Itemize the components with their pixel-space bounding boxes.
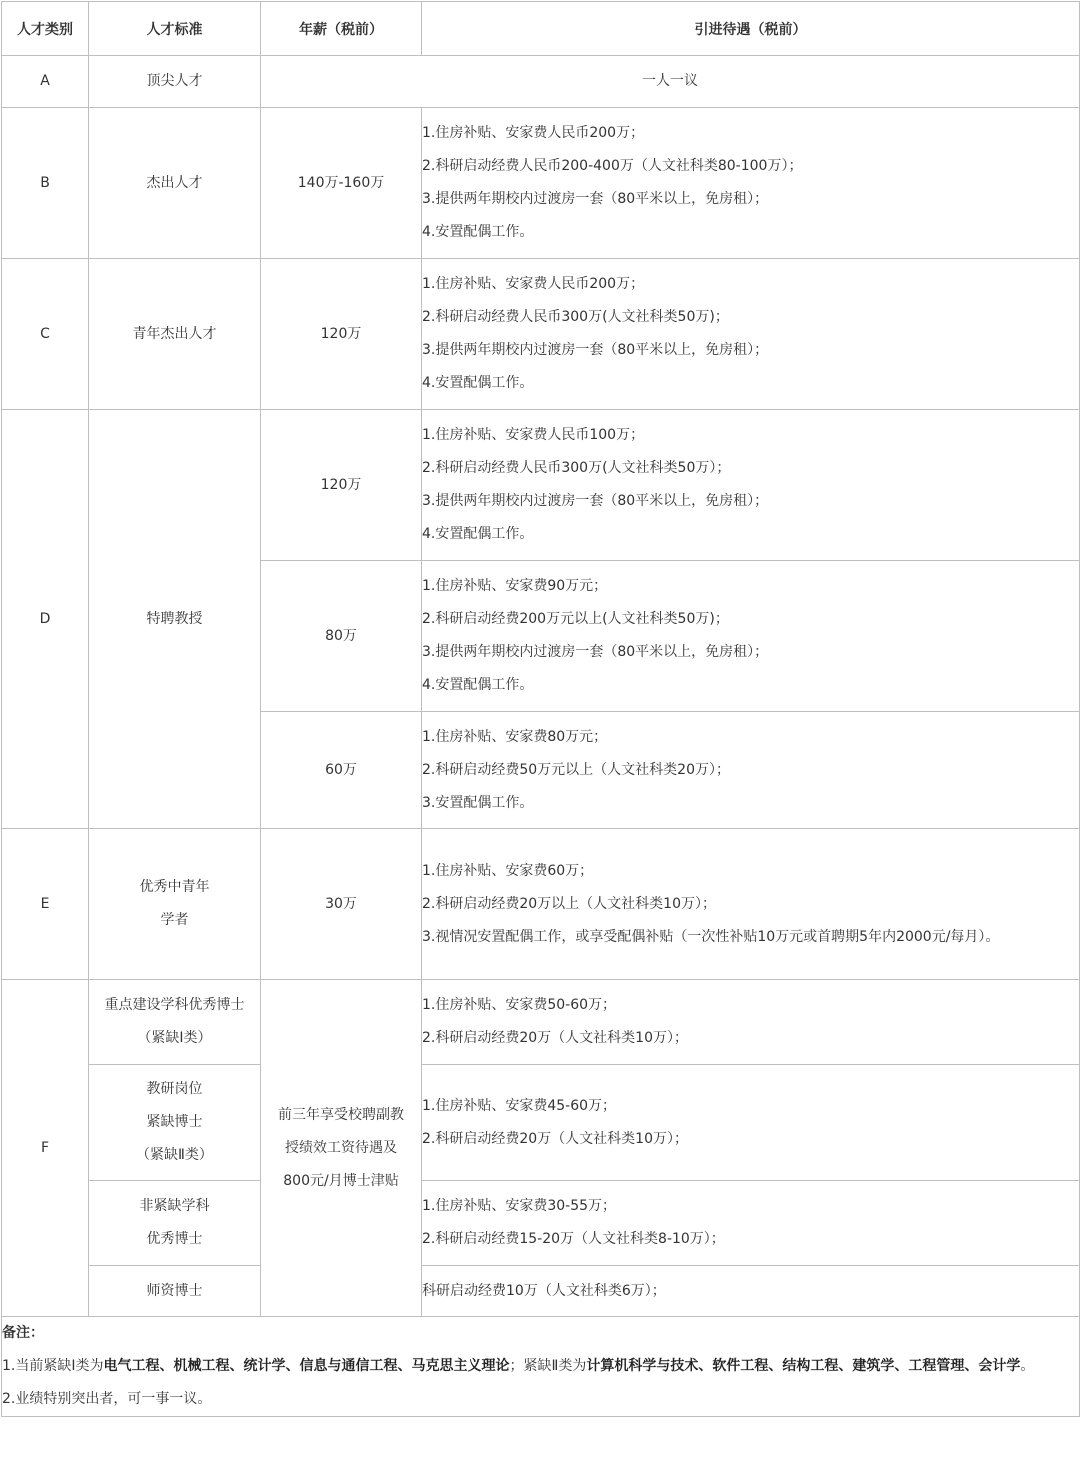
benefit-cell: [422, 1181, 1080, 1266]
standard-cell: [89, 829, 261, 980]
note-1-prefix: 1.当前紧缺Ⅰ类为: [2, 1358, 104, 1374]
salary-line: 授绩效工资待遇及: [285, 1139, 397, 1156]
standard-line: 紧缺博士: [146, 1114, 203, 1130]
note-1-list-2: 计算机科学与技术、软件工程、结构工程、建筑学、工程管理、会计学: [586, 1358, 1021, 1374]
standard-cell: 杰出人才: [89, 108, 261, 259]
category-cell: A: [2, 56, 89, 108]
benefit-cell: [422, 108, 1080, 259]
benefit-line: 1.住房补贴、安家费人民币200万；: [422, 276, 645, 292]
benefit-line: 1.住房补贴、安家费45-60万；: [422, 1097, 617, 1114]
salary-cell: 140万-160万: [261, 108, 422, 259]
table-row: [2, 259, 1080, 410]
benefit-cell: [422, 1266, 1080, 1317]
benefit-line: 1.住房补贴、安家费50-60万；: [422, 997, 617, 1013]
benefit-line: 1.住房补贴、安家费人民币100万；: [422, 427, 645, 443]
standard-line: （紧缺Ⅱ类）: [136, 1147, 213, 1163]
note-1-list-1: 电气工程、机械工程、统计学、信息与通信工程、马克思主义理论: [103, 1358, 510, 1374]
note-1: [2, 1350, 1079, 1383]
standard-line: 优秀中青年: [139, 879, 210, 895]
salary-cell: 30万: [261, 829, 422, 980]
note-1-end: 。: [1020, 1358, 1035, 1374]
category-cell: B: [2, 108, 89, 259]
standard-cell: 顶尖人才: [89, 56, 261, 108]
benefit-line: 3.提供两年期校内过渡房一套（80平米以上，免房租）；: [422, 342, 769, 358]
header-benefits: 引进待遇（税前）: [422, 2, 1080, 56]
salary-cell: [261, 980, 422, 1317]
benefit-line: 3.提供两年期校内过渡房一套（80平米以上，免房租）；: [422, 644, 769, 660]
table-row: [2, 1181, 1080, 1266]
standard-line: 教研岗位: [146, 1081, 203, 1097]
benefit-line: 1.住房补贴、安家费80万元；: [422, 728, 608, 745]
standard-line: 非紧缺学科: [139, 1198, 210, 1214]
benefit-line: 3.提供两年期校内过渡房一套（80平米以上，免房租）；: [422, 191, 769, 207]
benefit-line: 3.安置配偶工作。: [422, 794, 534, 811]
benefit-line: 4.安置配偶工作。: [422, 224, 534, 240]
benefit-line: 2.科研启动经费20万（人文社科类10万）；: [422, 1030, 688, 1046]
benefit-line: 3.提供两年期校内过渡房一套（80平米以上，免房租）；: [422, 493, 769, 509]
salary-cell: 120万: [261, 259, 422, 410]
benefit-line: 2.科研启动经费人民币300万(人文社科类50万)；: [422, 309, 729, 325]
standard-cell: 青年杰出人才: [89, 259, 261, 410]
table-row: [2, 980, 1080, 1065]
category-cell: F: [2, 980, 89, 1317]
benefit-line: 科研启动经费10万（人文社科类6万）；: [422, 1282, 666, 1299]
category-cell: E: [2, 829, 89, 980]
benefit-cell: [422, 980, 1080, 1065]
benefit-line: 2.科研启动经费15-20万（人文社科类8-10万）；: [422, 1231, 725, 1247]
notes-title: 备注：: [2, 1325, 44, 1341]
header-standard: 人才标准: [89, 2, 261, 56]
note-1-mid: ；紧缺Ⅱ类为: [509, 1358, 587, 1374]
benefit-cell: [422, 712, 1080, 829]
table-row: [2, 108, 1080, 259]
benefit-line: 2.科研启动经费200万元以上(人文社科类50万)；: [422, 611, 729, 627]
benefit-cell: 一人一议: [261, 56, 1080, 108]
benefit-cell: [422, 561, 1080, 712]
salary-line: 前三年享受校聘副教: [278, 1106, 404, 1123]
note-2: 2.业绩特别突出者，可一事一议。: [2, 1391, 212, 1407]
benefit-line: 2.科研启动经费20万以上（人文社科类10万）；: [422, 895, 716, 912]
notes-row: [2, 1317, 1080, 1417]
salary-cell: 120万: [261, 410, 422, 561]
salary-cell: 80万: [261, 561, 422, 712]
benefit-line: 3.视情况安置配偶工作，或享受配偶补贴（一次性补贴10万元或首聘期5年内2000元/每月）。: [422, 928, 1000, 945]
standard-cell: 师资博士: [89, 1266, 261, 1317]
benefit-line: 2.科研启动经费20万（人文社科类10万）；: [422, 1130, 688, 1147]
standard-cell: [89, 980, 261, 1065]
standard-cell: [89, 1181, 261, 1266]
benefit-line: 2.科研启动经费50万元以上（人文社科类20万）；: [422, 761, 730, 778]
benefit-line: 1.住房补贴、安家费60万；: [422, 862, 594, 879]
talent-table: [1, 1, 1080, 1417]
standard-cell: 特聘教授: [89, 410, 261, 829]
table-row: [2, 56, 1080, 108]
header-salary: 年薪（税前）: [261, 2, 422, 56]
notes-cell: [2, 1317, 1080, 1417]
benefit-line: 1.住房补贴、安家费人民币200万；: [422, 125, 645, 141]
benefit-cell: [422, 259, 1080, 410]
header-row: [2, 2, 1080, 56]
standard-cell: [89, 1065, 261, 1181]
category-cell: D: [2, 410, 89, 829]
benefit-cell: [422, 410, 1080, 561]
benefit-line: 2.科研启动经费人民币300万(人文社科类50万）；: [422, 460, 731, 476]
benefit-line: 2.科研启动经费人民币200-400万（人文社科类80-100万）；: [422, 158, 803, 174]
standard-line: 重点建设学科优秀博士: [104, 997, 245, 1013]
benefit-line: 4.安置配偶工作。: [422, 375, 534, 391]
table-row: [2, 410, 1080, 561]
benefit-line: 1.住房补贴、安家费30-55万；: [422, 1198, 617, 1214]
category-cell: C: [2, 259, 89, 410]
benefit-line: 4.安置配偶工作。: [422, 677, 534, 693]
benefit-line: 4.安置配偶工作。: [422, 526, 534, 542]
benefit-cell: [422, 1065, 1080, 1181]
salary-line: 800元/月博士津贴: [283, 1172, 399, 1189]
standard-line: 优秀博士: [146, 1231, 203, 1247]
standard-line: 学者: [160, 912, 189, 928]
header-category: 人才类别: [2, 2, 89, 56]
table-row: [2, 829, 1080, 980]
benefit-cell: [422, 829, 1080, 980]
table-row: [2, 1065, 1080, 1181]
benefit-line: 1.住房补贴、安家费90万元；: [422, 578, 608, 594]
table-row: [2, 1266, 1080, 1317]
standard-line: （紧缺Ⅰ类）: [137, 1030, 212, 1046]
salary-cell: 60万: [261, 712, 422, 829]
